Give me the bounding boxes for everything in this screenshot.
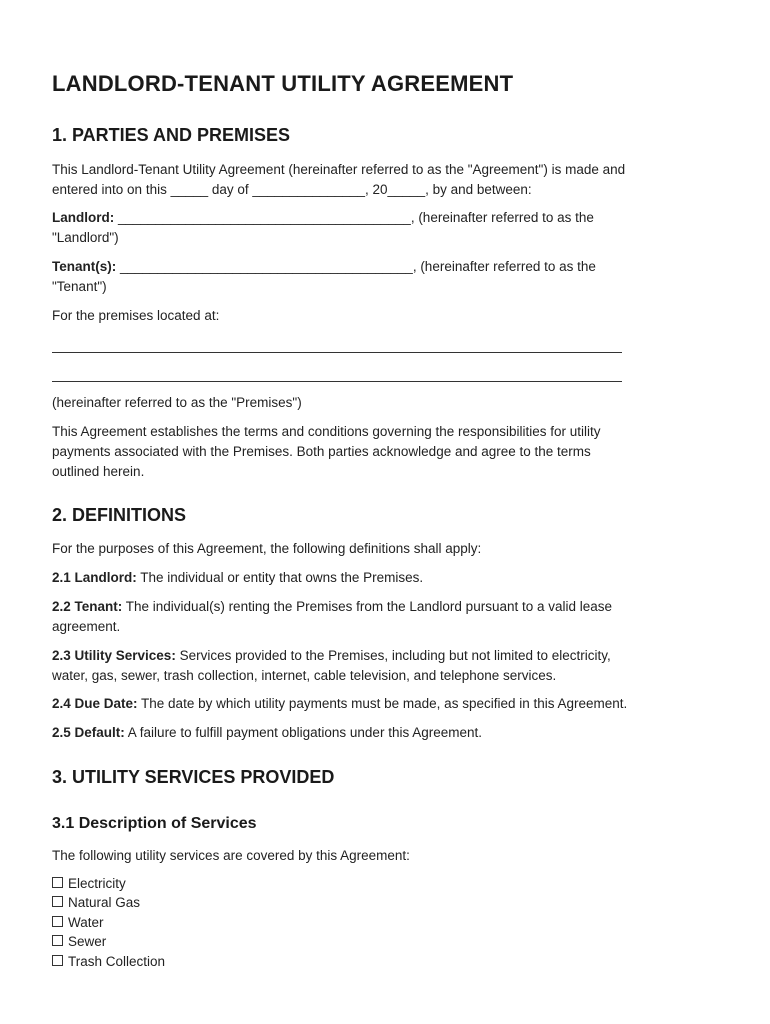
service-checkbox-row[interactable] [52,874,126,894]
definition-landlord [52,568,717,588]
definition-label: 2.4 Due Date: [52,696,138,711]
definition-label: 2.1 Landlord: [52,570,137,585]
service-label: Sewer [68,934,107,949]
definitions-intro: For the purposes of this Agreement, the following definitions shall apply: [52,541,482,556]
definition-label: 2.5 Default: [52,725,125,740]
definition-label: 2.2 Tenant: [52,599,123,614]
services-intro: The following utility services are covered by this Agreement: [52,848,410,863]
service-label: Water [68,915,104,930]
tenant-field [52,257,717,297]
landlord-field [52,208,717,248]
checkbox-icon[interactable] [52,877,63,888]
definition-text: Services provided to the Premises, including but not limited to electricity, [175,648,611,663]
section-2-heading: 2. DEFINITIONS [52,505,187,525]
tenant-label: Tenant(s): [52,259,117,274]
section-3-1-heading: 3.1 Description of Services [52,815,257,832]
section-3-heading: 3. UTILITY SERVICES PROVIDED [52,767,335,787]
landlord-blank: _______________________________________, (hereinafter referred to as the [114,210,594,225]
definition-text: The date by which utility payments must be made, as specified in this Agreement. [137,696,628,711]
tenant-blank: _______________________________________, (hereinafter referred to as the [116,259,596,274]
definition-due-date [52,694,717,714]
premises-note: (hereinafter referred to as the "Premises") [52,395,302,410]
definition-utility-services [52,646,717,686]
checkbox-icon[interactable] [52,955,63,966]
definition-text: The individual(s) renting the Premises from the Landlord pursuant to a valid lease [122,599,613,614]
service-checkbox-row[interactable] [52,893,140,913]
purpose-line-2: payments associated with the Premises. Both parties acknowledge and agree to the terms [52,444,591,459]
service-checkbox-row[interactable] [52,913,104,933]
intro-line-2: entered into on this _____ day of _______________, 20_____, by and between: [52,182,532,197]
purpose-line-3: outlined herein. [52,464,145,479]
intro-line-1: This Landlord-Tenant Utility Agreement (hereinafter referred to as the "Agreement") is made and [52,162,626,177]
definition-text: agreement. [52,619,121,634]
premises-address-line-1 [52,352,622,353]
service-checkbox-row[interactable] [52,932,106,952]
checkbox-icon[interactable] [52,916,63,927]
document-title: LANDLORD-TENANT UTILITY AGREEMENT [52,71,514,96]
definition-text: The individual or entity that owns the Premises. [136,570,424,585]
section-1-intro [52,160,717,200]
checkbox-icon[interactable] [52,896,63,907]
landlord-label: Landlord: [52,210,115,225]
purpose-line-1: This Agreement establishes the terms and conditions governing the responsibilities for utility [52,424,601,439]
premises-address-line-2 [52,381,622,382]
section-1-heading: 1. PARTIES AND PREMISES [52,125,291,145]
landlord-definition: "Landlord") [52,230,119,245]
definition-text: A failure to fulfill payment obligations under this Agreement. [124,725,482,740]
service-label: Electricity [68,876,126,891]
premises-label: For the premises located at: [52,308,220,323]
definition-label: 2.3 Utility Services: [52,648,176,663]
purpose-paragraph [52,422,717,482]
service-label: Natural Gas [68,895,141,910]
checkbox-icon[interactable] [52,935,63,946]
definition-text: water, gas, sewer, trash collection, internet, cable television, and telephone services. [52,668,557,683]
service-label: Trash Collection [68,954,166,969]
service-checkbox-row[interactable] [52,952,165,972]
definition-default [52,723,717,743]
tenant-definition: "Tenant") [52,279,107,294]
definition-tenant [52,597,717,637]
